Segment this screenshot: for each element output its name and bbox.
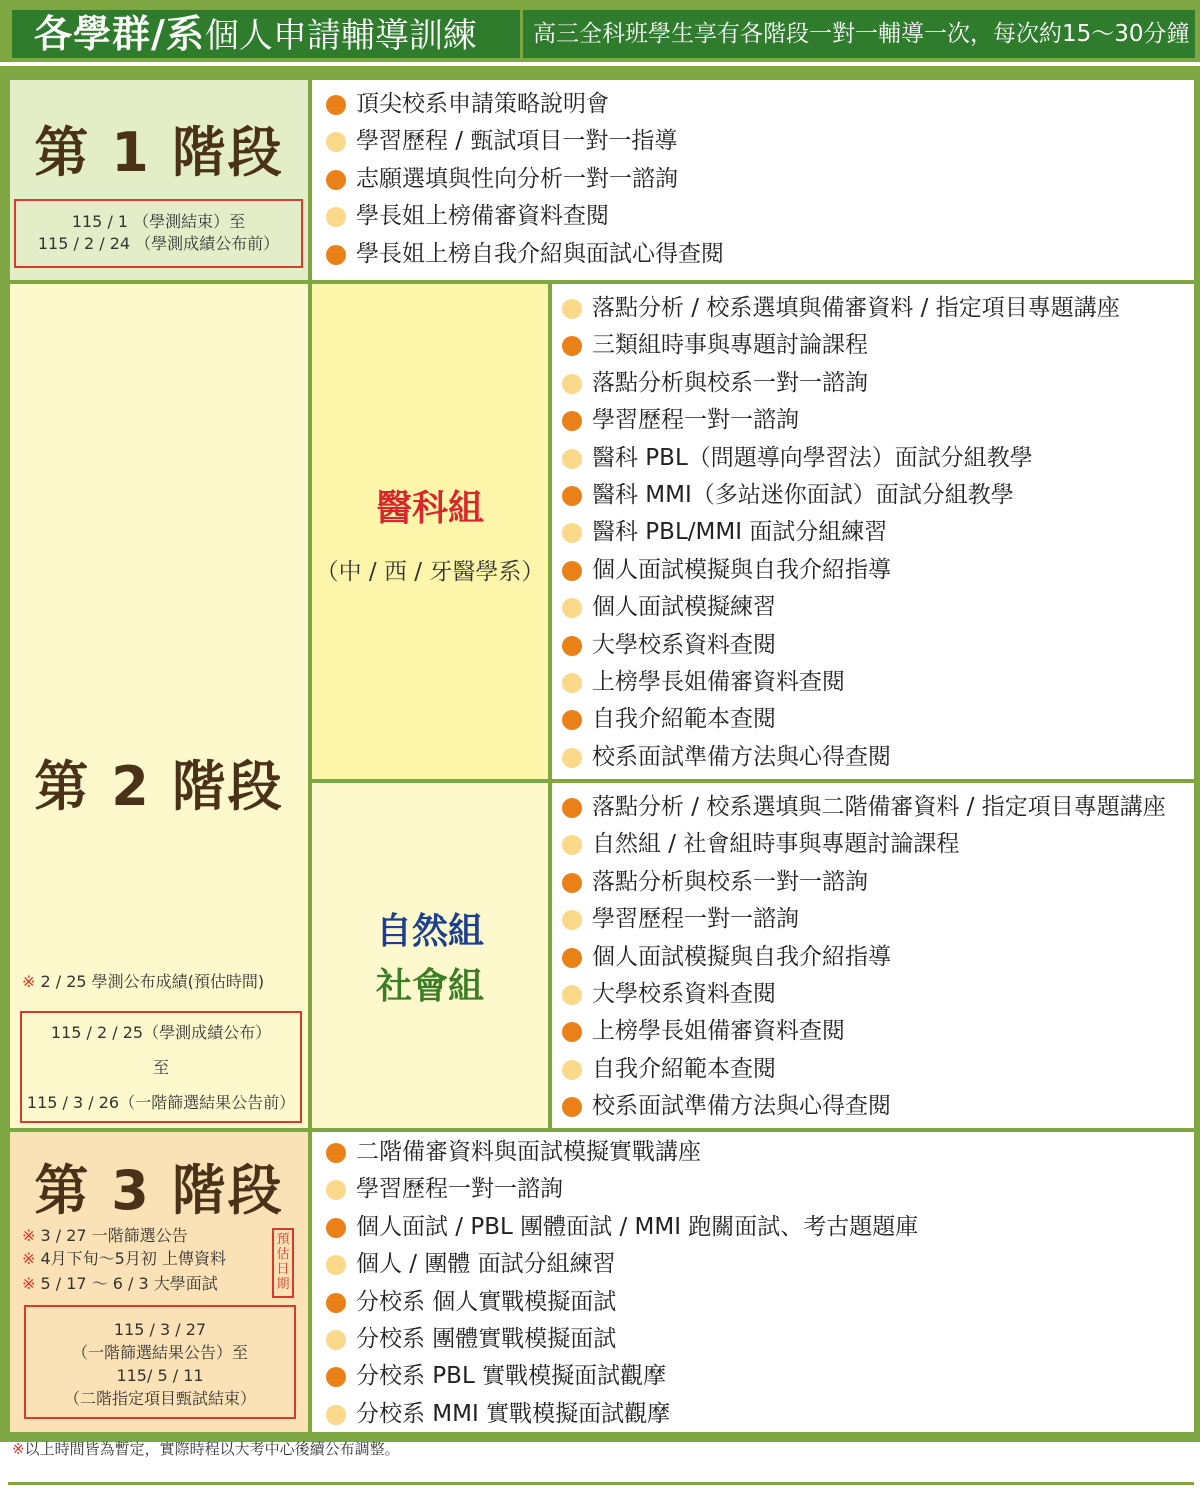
list-item — [326, 1209, 918, 1246]
orange-bullet-icon — [326, 245, 346, 265]
note-text: 5 / 17 ～ 6 / 3 大學面試 — [35, 1274, 218, 1293]
yellow-bullet-icon — [326, 1330, 346, 1350]
list-item-text: 學長姐上榜自我介紹與面試心得查閱 — [356, 240, 724, 267]
orange-bullet-icon — [562, 336, 582, 356]
stage3-date-line: 115/ 5 / 11 — [116, 1366, 204, 1385]
orange-bullet-icon — [562, 486, 582, 506]
list-item — [326, 1246, 918, 1283]
orange-bullet-icon — [562, 710, 582, 730]
stage2-note — [22, 970, 264, 993]
stage2-date-line: 115 / 2 / 25（學測成績公布） — [50, 1023, 272, 1042]
yellow-bullet-icon — [562, 374, 582, 394]
list-item-text: 個人 / 團體 面試分組練習 — [356, 1251, 616, 1278]
list-item — [326, 123, 724, 160]
orange-bullet-icon — [562, 561, 582, 581]
list-item-text: 學長姐上榜備審資料查閱 — [356, 203, 609, 230]
list-item — [326, 1284, 918, 1321]
list-item — [326, 236, 724, 273]
list-item-text: 學習歷程 / 甄試項目一對一指導 — [356, 128, 678, 155]
footer-text: 以上時間皆為暫定，實際時程以大考中心後續公布調整。 — [24, 1440, 400, 1458]
orange-bullet-icon — [562, 636, 582, 656]
stage1-content-cell — [312, 80, 1194, 280]
list-item-text: 個人面試模擬與自我介紹指導 — [592, 943, 891, 970]
list-item — [562, 365, 1120, 402]
list-item-text: 校系面試準備方法與心得查閱 — [592, 1093, 891, 1120]
header-subtitle: 高三全科班學生享有各階段一對一輔導一次，每次約15～30分鐘 — [523, 10, 1195, 58]
stage3-date-line: （一階篩選結果公告）至 — [71, 1343, 248, 1362]
orange-bullet-icon — [326, 95, 346, 115]
stage1-date-line: 115 / 2 / 24 （學測成績公布前） — [37, 234, 280, 253]
orange-bullet-icon — [562, 411, 582, 431]
stage2-title: 第 2 階段 — [34, 755, 284, 818]
list-item-text: 自我介紹範本查閱 — [592, 1055, 776, 1082]
note-text: 4月下旬～5月初 上傳資料 — [35, 1249, 226, 1268]
stage3-title: 第 3 階段 — [34, 1159, 284, 1222]
list-item — [562, 739, 1120, 776]
list-item — [326, 86, 724, 123]
list-item-text: 二階備審資料與面試模擬實戰講座 — [356, 1139, 701, 1165]
footer-note — [12, 1438, 400, 1459]
note-mark: ※ — [12, 1440, 25, 1458]
list-item — [562, 701, 1120, 738]
list-item-text: 個人面試 / PBL 團體面試 / MMI 跑關面試、考古題題庫 — [356, 1213, 919, 1240]
yellow-bullet-icon — [562, 673, 582, 693]
yellow-bullet-icon — [326, 1255, 346, 1275]
stage2-label-cell — [10, 284, 308, 1128]
page-title-suffix: 個人申請輔導訓練 — [204, 16, 477, 56]
stage2-date-line: 115 / 3 / 26（一階篩選結果公告前） — [26, 1093, 296, 1112]
list-item — [326, 1134, 918, 1171]
list-item — [562, 589, 1120, 626]
list-item — [326, 198, 724, 235]
stage2-date-line: 至 — [152, 1058, 169, 1077]
stage3-date-line: （二階指定項目甄試結束） — [63, 1389, 256, 1408]
yellow-bullet-icon — [562, 449, 582, 469]
note-text: 3 / 27 一階篩選公告 — [35, 1226, 188, 1245]
yellow-bullet-icon — [326, 207, 346, 227]
list-item — [562, 826, 1166, 863]
stage2-date-range — [20, 1011, 302, 1123]
list-item — [562, 327, 1120, 364]
footer-divider — [8, 1482, 1194, 1485]
stage1-title: 第 1 階段 — [34, 121, 284, 184]
list-item-text: 大學校系資料查閱 — [592, 631, 776, 658]
stage1-date-range — [14, 199, 303, 268]
page-title: 各學群/系 — [34, 12, 205, 56]
orange-bullet-icon — [562, 1097, 582, 1117]
stage3-item-list — [326, 1134, 918, 1433]
list-item-text: 上榜學長姐備審資料查閱 — [592, 1018, 845, 1045]
stage3-content-cell — [312, 1132, 1194, 1432]
medical-item-list — [562, 290, 1120, 776]
list-item-text: 志願選填與性向分析一對一諮詢 — [356, 165, 678, 192]
list-item — [562, 789, 1166, 826]
list-item-text: 學習歷程一對一諮詢 — [592, 407, 799, 434]
yellow-bullet-icon — [562, 299, 582, 319]
list-item — [562, 1088, 1166, 1125]
stage3-date-range — [24, 1305, 296, 1419]
note-mark: ※ — [22, 972, 36, 991]
list-item — [562, 976, 1166, 1013]
orange-bullet-icon — [326, 170, 346, 190]
stage3-note — [22, 1224, 188, 1247]
note-mark: ※ — [22, 1274, 36, 1293]
yellow-bullet-icon — [562, 985, 582, 1005]
orange-bullet-icon — [326, 1293, 346, 1313]
orange-bullet-icon — [326, 1143, 346, 1163]
yellow-bullet-icon — [562, 598, 582, 618]
stage3-label-cell — [10, 1132, 308, 1432]
list-item — [562, 477, 1120, 514]
list-item-text: 醫科 PBL（問題導向學習法）面試分組教學 — [592, 444, 1033, 471]
list-item — [562, 290, 1120, 327]
orange-bullet-icon — [562, 873, 582, 893]
list-item-text: 自我介紹範本查閱 — [592, 706, 776, 733]
title-block — [12, 10, 520, 58]
yellow-bullet-icon — [562, 1060, 582, 1080]
list-item-text: 醫科 MMI（多站迷你面試）面試分組教學 — [592, 481, 1014, 508]
orange-bullet-icon — [326, 1218, 346, 1238]
list-item — [562, 1013, 1166, 1050]
list-item-text: 落點分析與校系一對一諮詢 — [592, 868, 868, 895]
medical-group-subtitle: （中 / 西 / 牙醫學系） — [315, 559, 545, 585]
orange-bullet-icon — [562, 798, 582, 818]
list-item-text: 三類組時事與專題討論課程 — [592, 332, 868, 359]
list-item — [562, 664, 1120, 701]
note-mark: ※ — [22, 1249, 36, 1268]
social-group-title: 社會組 — [375, 966, 484, 1007]
stage3-note — [22, 1247, 226, 1270]
yellow-bullet-icon — [562, 523, 582, 543]
stage3-note — [22, 1272, 218, 1295]
medical-group-content-cell — [552, 284, 1194, 779]
orange-bullet-icon — [326, 1367, 346, 1387]
list-item — [562, 402, 1120, 439]
yellow-bullet-icon — [562, 910, 582, 930]
list-item-text: 學習歷程一對一諮詢 — [592, 906, 799, 933]
note-text: 2 / 25 學測公布成績(預估時間) — [35, 972, 265, 991]
yellow-bullet-icon — [562, 835, 582, 855]
list-item — [326, 1396, 918, 1433]
list-item-text: 頂尖校系申請策略說明會 — [356, 91, 609, 117]
list-item-text: 校系面試準備方法與心得查閱 — [592, 743, 891, 770]
list-item — [326, 161, 724, 198]
stage1-label-cell — [10, 80, 308, 280]
list-item-text: 分校系 PBL 實戰模擬面試觀摩 — [356, 1363, 667, 1390]
list-item — [562, 627, 1120, 664]
yellow-bullet-icon — [562, 748, 582, 768]
stage1-date-line: 115 / 1 （學測結束）至 — [71, 212, 246, 231]
list-item-text: 醫科 PBL/MMI 面試分組練習 — [592, 519, 888, 546]
general-item-list — [562, 789, 1166, 1126]
list-item-text: 落點分析 / 校系選填與二階備審資料 / 指定項目專題講座 — [592, 794, 1166, 820]
list-item — [326, 1321, 918, 1358]
list-item-text: 分校系 團體實戰模擬面試 — [356, 1325, 617, 1352]
general-group-content-cell — [552, 783, 1194, 1128]
orange-bullet-icon — [562, 1022, 582, 1042]
list-item — [562, 939, 1166, 976]
list-item-text: 分校系 個人實戰模擬面試 — [356, 1288, 617, 1315]
estimated-date-tag: 預估日期 — [272, 1228, 294, 1298]
stage3-date-line: 115 / 3 / 27 — [113, 1320, 207, 1339]
list-item-text: 個人面試模擬與自我介紹指導 — [592, 556, 891, 583]
list-item — [562, 440, 1120, 477]
medical-group-label-cell — [312, 284, 548, 779]
list-item-text: 自然組 / 社會組時事與專題討論課程 — [592, 831, 960, 858]
nature-group-title: 自然組 — [375, 911, 484, 952]
stage1-item-list — [326, 86, 724, 273]
orange-bullet-icon — [562, 948, 582, 968]
general-group-label-cell — [312, 783, 548, 1128]
yellow-bullet-icon — [326, 132, 346, 152]
list-item-text: 大學校系資料查閱 — [592, 980, 776, 1007]
list-item-text: 個人面試模擬練習 — [592, 594, 776, 621]
list-item — [562, 901, 1166, 938]
list-item-text: 落點分析與校系一對一諮詢 — [592, 369, 868, 396]
note-mark: ※ — [22, 1226, 36, 1245]
list-item-text: 上榜學長姐備審資料查閱 — [592, 668, 845, 695]
list-item-text: 分校系 MMI 實戰模擬面試觀摩 — [356, 1400, 671, 1427]
list-item — [562, 864, 1166, 901]
list-item-text: 學習歷程一對一諮詢 — [356, 1176, 563, 1203]
yellow-bullet-icon — [326, 1405, 346, 1425]
list-item-text: 落點分析 / 校系選填與備審資料 / 指定項目專題講座 — [592, 295, 1120, 321]
medical-group-title: 醫科組 — [375, 488, 484, 529]
yellow-bullet-icon — [326, 1180, 346, 1200]
list-item — [562, 1051, 1166, 1088]
list-item — [326, 1358, 918, 1395]
list-item — [326, 1171, 918, 1208]
list-item — [562, 514, 1120, 551]
list-item — [562, 552, 1120, 589]
